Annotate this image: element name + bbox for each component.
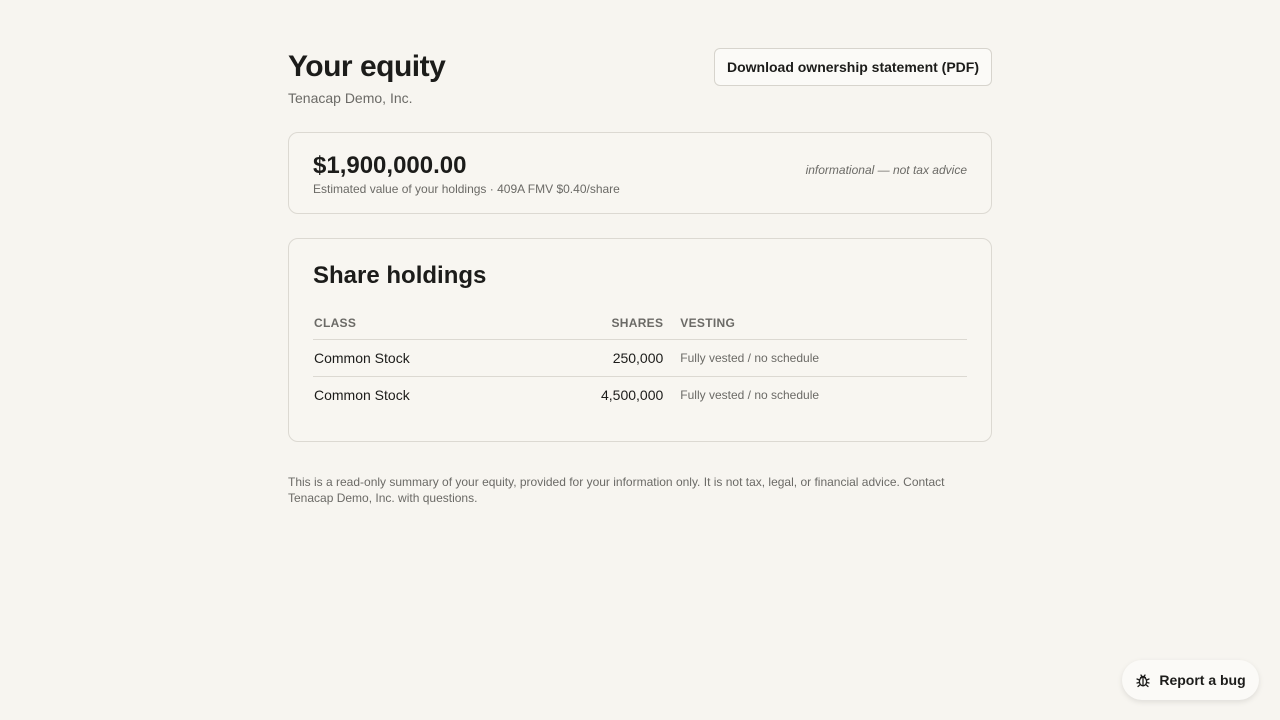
disclaimer-note: informational — not tax advice bbox=[805, 163, 967, 177]
cell-class: Common Stock bbox=[314, 387, 410, 403]
cell-vesting: Fully vested / no schedule bbox=[679, 340, 967, 377]
equity-page bbox=[288, 48, 992, 506]
holdings-card bbox=[288, 238, 992, 442]
cell-vesting: Fully vested / no schedule bbox=[680, 388, 820, 402]
column-header-shares: SHARES bbox=[600, 316, 679, 340]
cell-shares: 250,000 bbox=[600, 340, 679, 377]
title-block bbox=[288, 48, 445, 106]
table-header-row bbox=[313, 316, 967, 340]
footnote: This is a read-only summary of your equity, provided for your information only. It is not tax, legal, or financial advice. Contact Tenacap Demo, Inc. with questions. bbox=[288, 475, 945, 505]
column-header-vesting: VESTING bbox=[679, 316, 967, 340]
holdings-title: Share holdings bbox=[313, 262, 487, 289]
download-statement-button[interactable]: Download ownership statement (PDF) bbox=[714, 48, 992, 86]
company-name: Tenacap Demo, Inc. bbox=[288, 90, 413, 106]
cell-class: Common Stock bbox=[313, 340, 600, 377]
valuation-caption: Estimated value of your holdings · 409A FMV $0.40/share bbox=[313, 182, 620, 196]
page-title: Your equity bbox=[288, 50, 446, 83]
bug-icon bbox=[1135, 672, 1151, 688]
table-row bbox=[313, 377, 967, 414]
cell-shares: 4,500,000 bbox=[601, 387, 664, 403]
table-row bbox=[313, 340, 967, 377]
valuation-card bbox=[288, 132, 992, 214]
report-bug-button[interactable] bbox=[1122, 660, 1259, 700]
page-header bbox=[288, 48, 992, 106]
holdings-table bbox=[313, 316, 967, 413]
holdings-value: $1,900,000.00 bbox=[313, 152, 467, 179]
report-bug-label: Report a bug bbox=[1159, 672, 1246, 688]
column-header-class: CLASS bbox=[313, 316, 600, 340]
